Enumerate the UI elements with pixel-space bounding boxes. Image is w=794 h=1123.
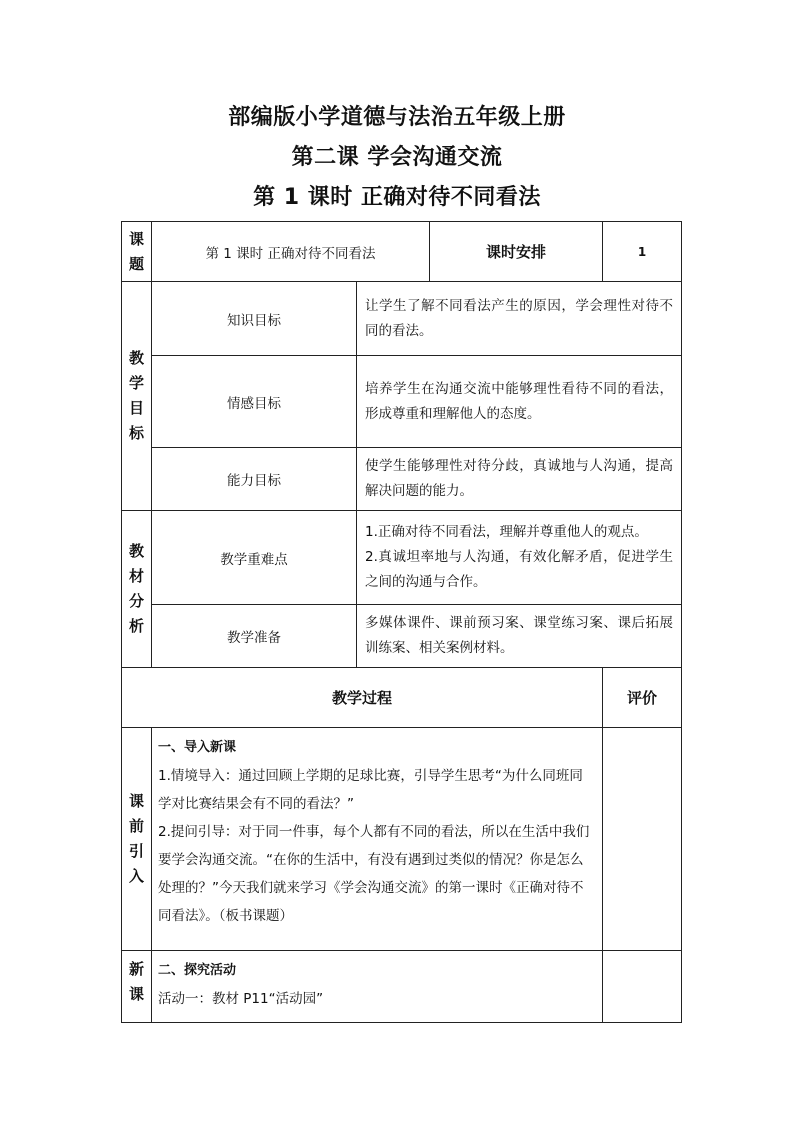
new-content: [152, 951, 603, 1023]
analysis-label-cell: [122, 511, 152, 668]
period-title: 第 1 课时 正确对待不同看法: [253, 185, 541, 210]
eval-label: 评价: [603, 668, 682, 728]
side-label-char: 题: [128, 254, 144, 273]
key-points-label: 教学重难点: [152, 511, 357, 605]
prep-text: 多媒体课件、课前预习案、课堂练习案、课后拓展训练案、相关案例材料。: [357, 605, 682, 668]
goal-label: 知识目标: [152, 282, 357, 356]
key-points-cell: [357, 511, 682, 605]
goal-text: 使学生能够理性对待分歧，真诚地与人沟通，提高解决问题的能力。: [357, 448, 682, 511]
key-points-row: [122, 511, 682, 605]
intro-label-cell: [122, 728, 152, 951]
topic-row: [122, 222, 682, 282]
key-point: 2.真诚坦率地与人沟通，有效化解矛盾，促进学生之间的沟通与合作。: [365, 549, 674, 590]
topic-label: [122, 227, 151, 277]
new-eval-cell: [603, 951, 682, 1023]
side-label-char: 目: [128, 399, 144, 417]
lesson-title: 第二课 学会沟通交流: [291, 145, 503, 170]
intro-item: 2.提问引导：对于同一件事，每个人都有不同的看法，所以在生活中我们要学会沟通交流。“在你的生活中，有没有遇到过类似的情况？你是怎么处理的？”今天我们就来学习《学会沟通交流》的第一课时《正确对待不同看法》。（板书课题）: [158, 824, 590, 924]
goal-text: 让学生了解不同看法产生的原因，学会理性对待不同的看法。: [357, 282, 682, 356]
side-label-char: 课: [128, 792, 144, 810]
new-label-cell: [122, 951, 152, 1023]
book-title: 部编版小学道德与法治五年级上册: [228, 105, 566, 130]
side-label-char: 分: [128, 592, 144, 610]
intro-heading: 一、导入新课: [158, 740, 237, 755]
side-label-char: 引: [128, 842, 144, 860]
side-label-char: 前: [128, 817, 144, 835]
new-label: [122, 957, 151, 1007]
goal-label: 情感目标: [152, 356, 357, 448]
side-label-char: 标: [128, 424, 144, 442]
intro-item: 1.情境导入：通过回顾上学期的足球比赛，引导学生思考“为什么同班同学对比赛结果会有不同的看法？”: [158, 768, 583, 812]
goal-text: 培养学生在沟通交流中能够理性看待不同的看法，形成尊重和理解他人的态度。: [357, 356, 682, 448]
side-label-char: 析: [128, 617, 144, 635]
intro-label: [122, 789, 151, 889]
side-label-char: 学: [128, 374, 144, 392]
process-header-row: [122, 668, 682, 728]
topic-label-cell: [122, 222, 152, 282]
lesson-plan-table: [121, 221, 682, 1023]
side-label-char: 课: [128, 229, 144, 248]
goals-label-cell: [122, 282, 152, 511]
side-label-char: 教: [128, 542, 144, 560]
key-point: 1.正确对待不同看法，理解并尊重他人的观点。: [365, 524, 648, 540]
side-label-char: 入: [128, 867, 144, 885]
goals-label: [122, 346, 151, 446]
prep-row: [122, 605, 682, 668]
goal-row-ability: [122, 448, 682, 511]
new-lesson-row: [122, 951, 682, 1023]
schedule-label: 课时安排: [430, 222, 603, 282]
new-heading: 二、探究活动: [158, 963, 237, 978]
goal-label: 能力目标: [152, 448, 357, 511]
side-label-char: 教: [128, 349, 144, 367]
side-label-char: 材: [128, 567, 144, 585]
topic-value: 第 1 课时 正确对待不同看法: [152, 222, 430, 282]
side-label-char: 新: [128, 960, 144, 978]
schedule-value: 1: [603, 222, 682, 282]
side-label-char: 课: [128, 985, 144, 1003]
title-block: [0, 98, 794, 218]
goal-row-knowledge: [122, 282, 682, 356]
intro-row: [122, 728, 682, 951]
intro-eval-cell: [603, 728, 682, 951]
prep-label: 教学准备: [152, 605, 357, 668]
goal-row-emotion: [122, 356, 682, 448]
analysis-label: [122, 539, 151, 639]
new-item: 活动一：教材 P11“活动园”: [158, 991, 324, 1007]
process-label: 教学过程: [122, 668, 603, 728]
intro-content: [152, 728, 603, 951]
